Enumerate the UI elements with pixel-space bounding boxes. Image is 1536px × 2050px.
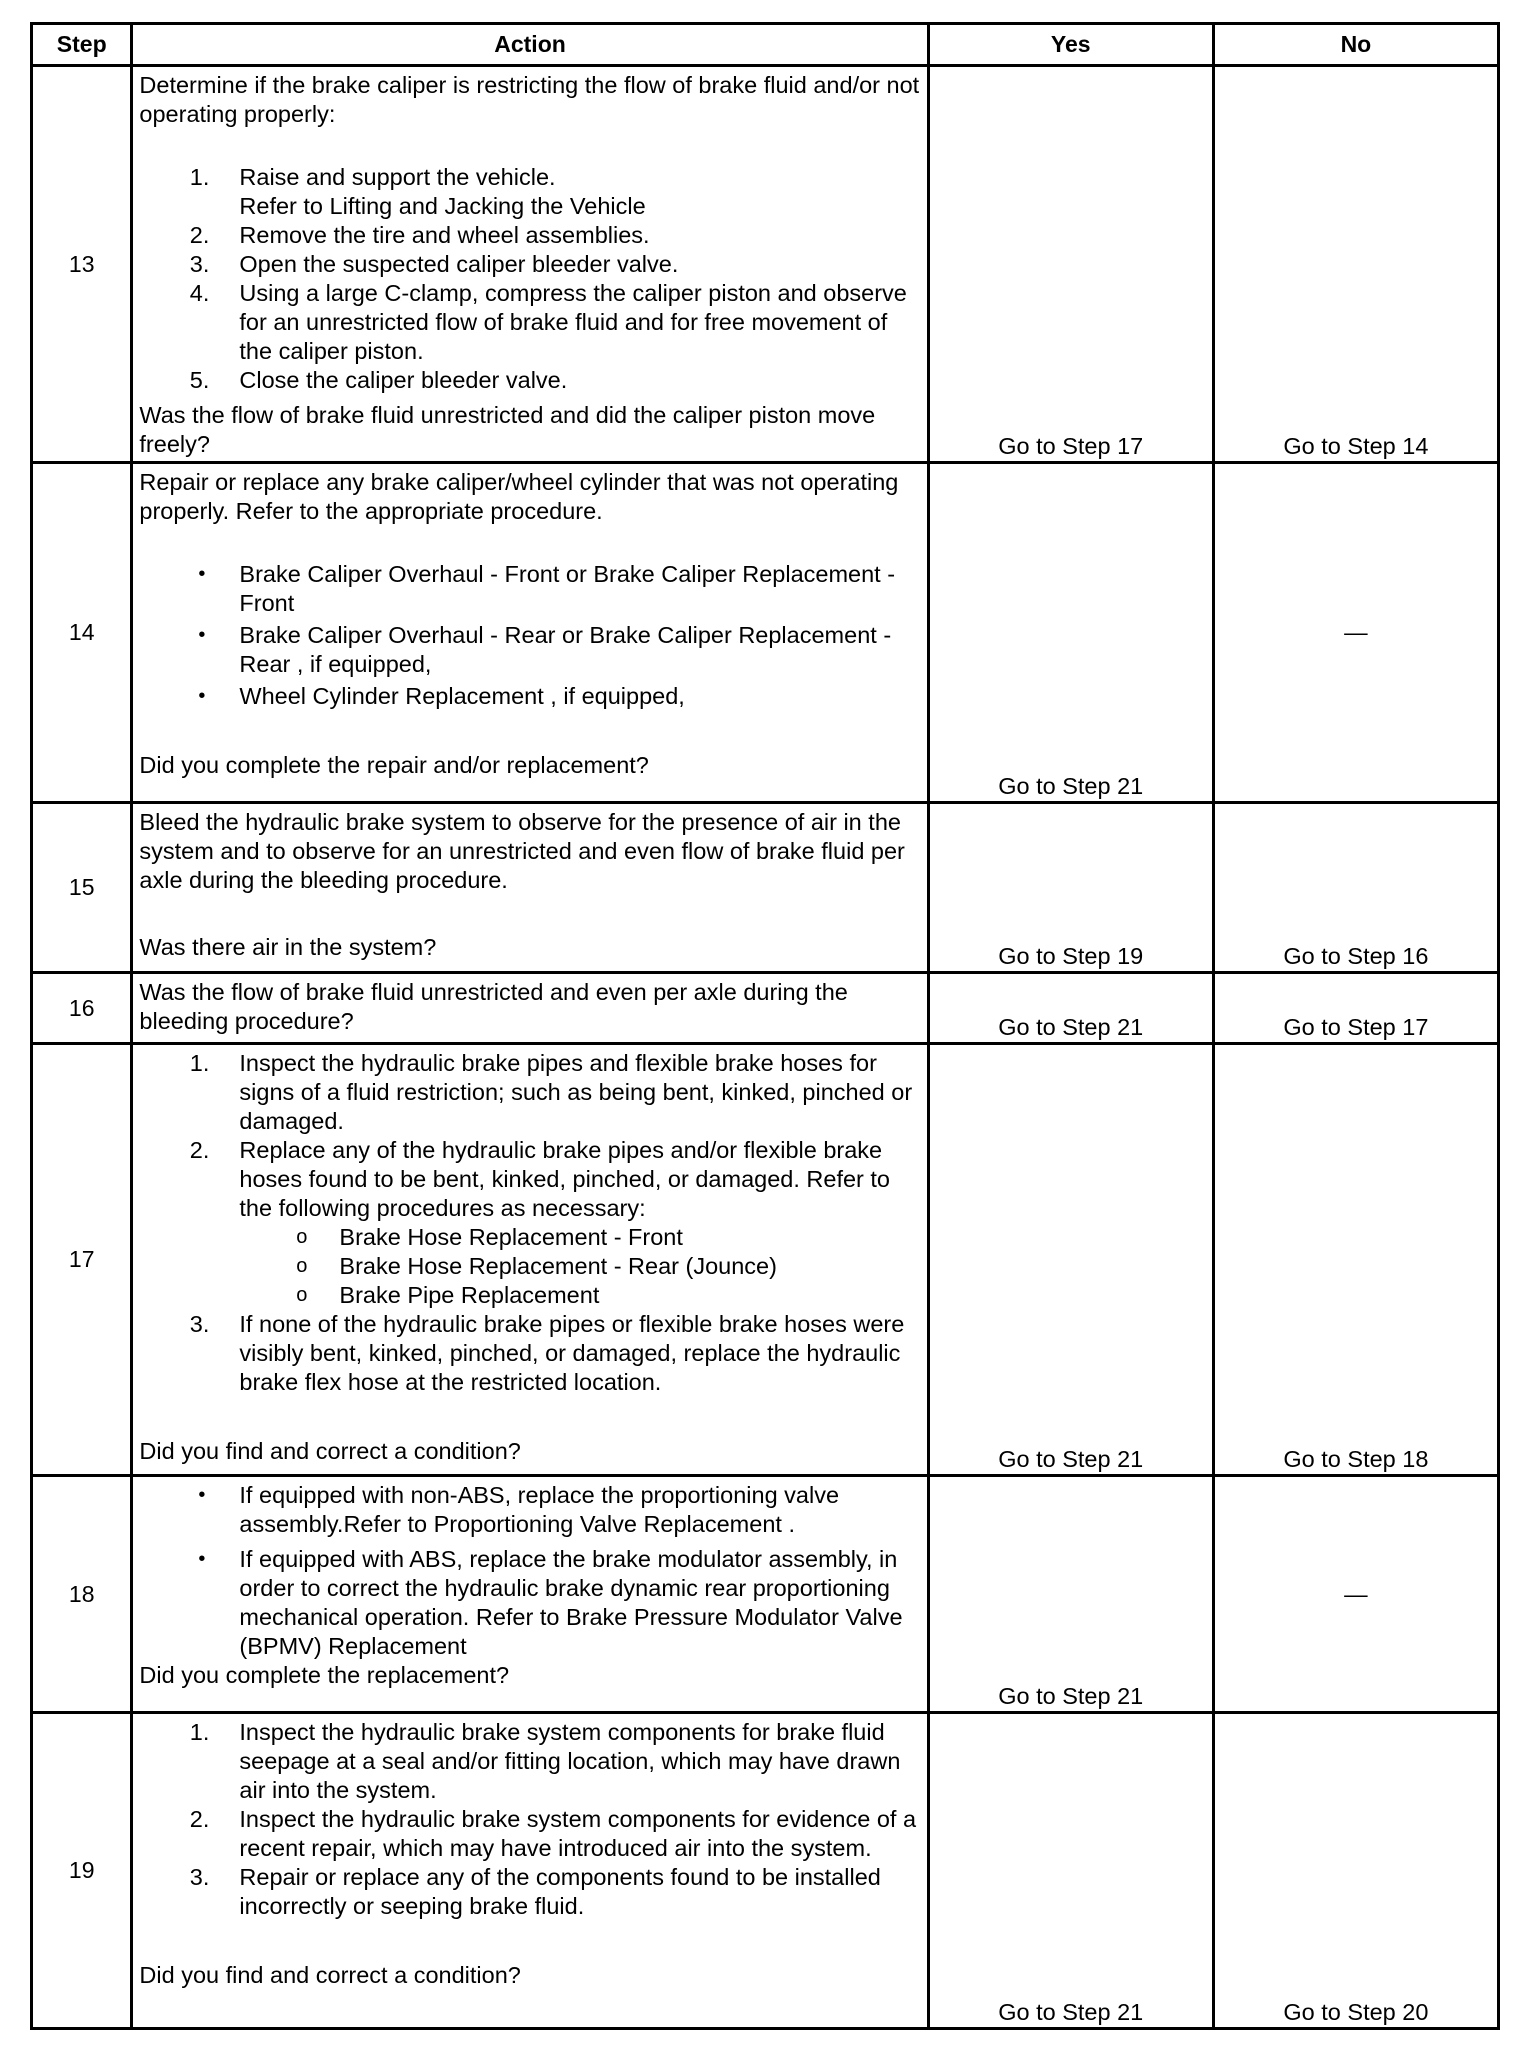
action-cell [132, 463, 928, 803]
no-result: Go to Step 20 [1283, 1999, 1429, 2025]
list-text: Inspect the hydraulic brake system components for evidence of a recent repair, which may have introduced air into the system. [239, 1806, 917, 1861]
list-item [139, 250, 920, 279]
action-question: Did you find and correct a condition? [139, 1962, 521, 1988]
list-text: Using a large C-clamp, compress the caliper piston and observe for an unrestricted flow of brake fluid and for free movement of the caliper piston. [239, 280, 907, 364]
list-number: 2. [189, 222, 210, 248]
step-number: 16 [32, 973, 132, 1044]
list-number: 2. [189, 1137, 210, 1163]
yes-result: Go to Step 17 [998, 433, 1144, 459]
table-row [32, 66, 1499, 463]
header-row [32, 24, 1499, 66]
list-item [139, 682, 920, 711]
action-cell [132, 1713, 928, 2029]
yes-result: Go to Step 21 [998, 1683, 1144, 1709]
header-action: Action [132, 24, 928, 66]
list-text: Replace any of the hydraulic brake pipes and/or flexible brake hoses found to be bent, kinked, pinched, or damaged. Refer to the following procedures as necessary: [239, 1137, 891, 1221]
list-text: Close the caliper bleeder valve. [239, 367, 568, 393]
list-text: Brake Caliper Overhaul - Rear or Brake Caliper Replacement - Rear , if equipped, [239, 622, 892, 677]
list-number: 2. [189, 1806, 210, 1832]
table-row [32, 463, 1499, 803]
yes-cell [928, 973, 1213, 1044]
list-item [139, 1481, 920, 1539]
no-cell [1213, 1044, 1498, 1476]
list-text: Raise and support the vehicle. [239, 164, 556, 190]
yes-cell [928, 1044, 1213, 1476]
list-number: 1. [189, 1719, 210, 1745]
list-number: 4. [189, 280, 210, 306]
table-row [32, 1044, 1499, 1476]
bullet-icon: • [198, 685, 206, 707]
no-result: — [1344, 619, 1368, 645]
list-item [139, 560, 920, 618]
list-text: Remove the tire and wheel assemblies. [239, 222, 650, 248]
step-number: 14 [32, 463, 132, 803]
no-cell [1213, 66, 1498, 463]
bullet-icon: • [198, 1484, 206, 1506]
list-text: Inspect the hydraulic brake system components for brake fluid seepage at a seal and/or fitting location, which may have drawn air into the system. [239, 1719, 901, 1803]
list-item [139, 279, 920, 366]
step-number: 18 [32, 1476, 132, 1713]
sub-list-text: Brake Pipe Replacement [339, 1282, 600, 1308]
yes-cell [928, 803, 1213, 973]
list-item [139, 621, 920, 679]
yes-result: Go to Step 21 [998, 1999, 1144, 2025]
list-number: 3. [189, 1864, 210, 1890]
list-number: 5. [189, 367, 210, 393]
no-result: Go to Step 17 [1283, 1014, 1429, 1040]
no-result: Go to Step 14 [1283, 433, 1429, 459]
circle-bullet-icon: o [296, 1255, 308, 1277]
action-cell [132, 803, 928, 973]
no-cell [1213, 1713, 1498, 2029]
yes-cell [928, 1476, 1213, 1713]
diagnostic-table [30, 22, 1500, 2030]
action-intro: Determine if the brake caliper is restricting the flow of brake fluid and/or not operating properly: [139, 72, 920, 127]
action-cell [132, 1476, 928, 1713]
bullet-icon: • [198, 1548, 206, 1570]
action-question: Did you complete the replacement? [139, 1662, 510, 1688]
list-text: Repair or replace any of the components found to be installed incorrectly or seeping brake fluid. [239, 1864, 881, 1919]
sub-list-text: Brake Hose Replacement - Rear (Jounce) [339, 1253, 777, 1279]
sub-list-item [139, 1252, 920, 1281]
list-item [139, 1310, 920, 1397]
list-number: 1. [189, 164, 210, 190]
yes-result: Go to Step 21 [998, 1446, 1144, 1472]
diagnostic-table-document [30, 22, 1500, 2030]
yes-cell [928, 463, 1213, 803]
list-text: Brake Caliper Overhaul - Front or Brake Caliper Replacement - Front [239, 561, 896, 616]
circle-bullet-icon: o [296, 1226, 308, 1248]
step-number: 13 [32, 66, 132, 463]
list-item [139, 1545, 920, 1661]
sub-list-item [139, 1223, 920, 1252]
list-item [139, 1863, 920, 1921]
action-question: Was the flow of brake fluid unrestricted and did the caliper piston move freely? [139, 402, 876, 457]
no-result: Go to Step 16 [1283, 943, 1429, 969]
action-question: Was there air in the system? [139, 934, 437, 960]
list-text: Open the suspected caliper bleeder valve. [239, 251, 679, 277]
list-item [139, 366, 920, 395]
step-number: 15 [32, 803, 132, 973]
action-question: Did you find and correct a condition? [139, 1438, 521, 1464]
yes-result: Go to Step 19 [998, 943, 1144, 969]
header-yes: Yes [928, 24, 1213, 66]
bullet-icon: • [198, 563, 206, 585]
list-item [139, 163, 920, 221]
no-cell [1213, 1476, 1498, 1713]
list-text: If none of the hydraulic brake pipes or flexible brake hoses were visibly bent, kinked, pinched, or damaged, replace the hydraulic brake flex hose at the restricted location. [239, 1311, 905, 1395]
action-intro: Repair or replace any brake caliper/wheel cylinder that was not operating properly. Refer to the appropriate procedure. [139, 469, 899, 524]
list-item [139, 1049, 920, 1136]
action-cell [132, 66, 928, 463]
yes-result: Go to Step 21 [998, 1014, 1144, 1040]
list-text-ref: Refer to Lifting and Jacking the Vehicle [239, 193, 646, 219]
action-cell [132, 1044, 928, 1476]
list-text: If equipped with ABS, replace the brake modulator assembly, in order to correct the hydraulic brake dynamic rear proportioning mechanical operation. Refer to Brake Pressure Modulator Valve (BPMV) Replacement [239, 1546, 903, 1659]
bullet-icon: • [198, 624, 206, 646]
action-question: Was the flow of brake fluid unrestricted and even per axle during the bleeding procedure? [139, 979, 848, 1034]
circle-bullet-icon: o [296, 1284, 308, 1306]
header-no: No [1213, 24, 1498, 66]
yes-cell [928, 66, 1213, 463]
action-cell [132, 973, 928, 1044]
list-text: If equipped with non-ABS, replace the proportioning valve assembly.Refer to Proportioning Valve Replacement . [239, 1482, 840, 1537]
list-item [139, 1805, 920, 1863]
no-result: — [1344, 1580, 1368, 1607]
list-number: 3. [189, 1311, 210, 1337]
header-step: Step [32, 24, 132, 66]
list-item [139, 1136, 920, 1223]
sub-list-text: Brake Hose Replacement - Front [339, 1224, 683, 1250]
table-row [32, 1713, 1499, 2029]
step-number: 17 [32, 1044, 132, 1476]
yes-result: Go to Step 21 [998, 773, 1144, 799]
no-cell [1213, 973, 1498, 1044]
list-text: Inspect the hydraulic brake pipes and flexible brake hoses for signs of a fluid restriction; such as being bent, kinked, pinched or damaged. [239, 1050, 913, 1134]
action-question: Did you complete the repair and/or replacement? [139, 752, 649, 778]
action-intro: Bleed the hydraulic brake system to observe for the presence of air in the system and to observe for an unrestricted and even flow of brake fluid per axle during the bleeding procedure. [139, 809, 905, 893]
step-number: 19 [32, 1713, 132, 2029]
no-cell [1213, 803, 1498, 973]
no-result: Go to Step 18 [1283, 1446, 1429, 1472]
list-item [139, 221, 920, 250]
no-cell [1213, 463, 1498, 803]
table-row [32, 1476, 1499, 1713]
list-number: 1. [189, 1050, 210, 1076]
list-number: 3. [189, 251, 210, 277]
list-item [139, 1718, 920, 1805]
table-row [32, 973, 1499, 1044]
yes-cell [928, 1713, 1213, 2029]
table-row [32, 803, 1499, 973]
list-text: Wheel Cylinder Replacement , if equipped, [239, 683, 685, 709]
sub-list-item [139, 1281, 920, 1310]
